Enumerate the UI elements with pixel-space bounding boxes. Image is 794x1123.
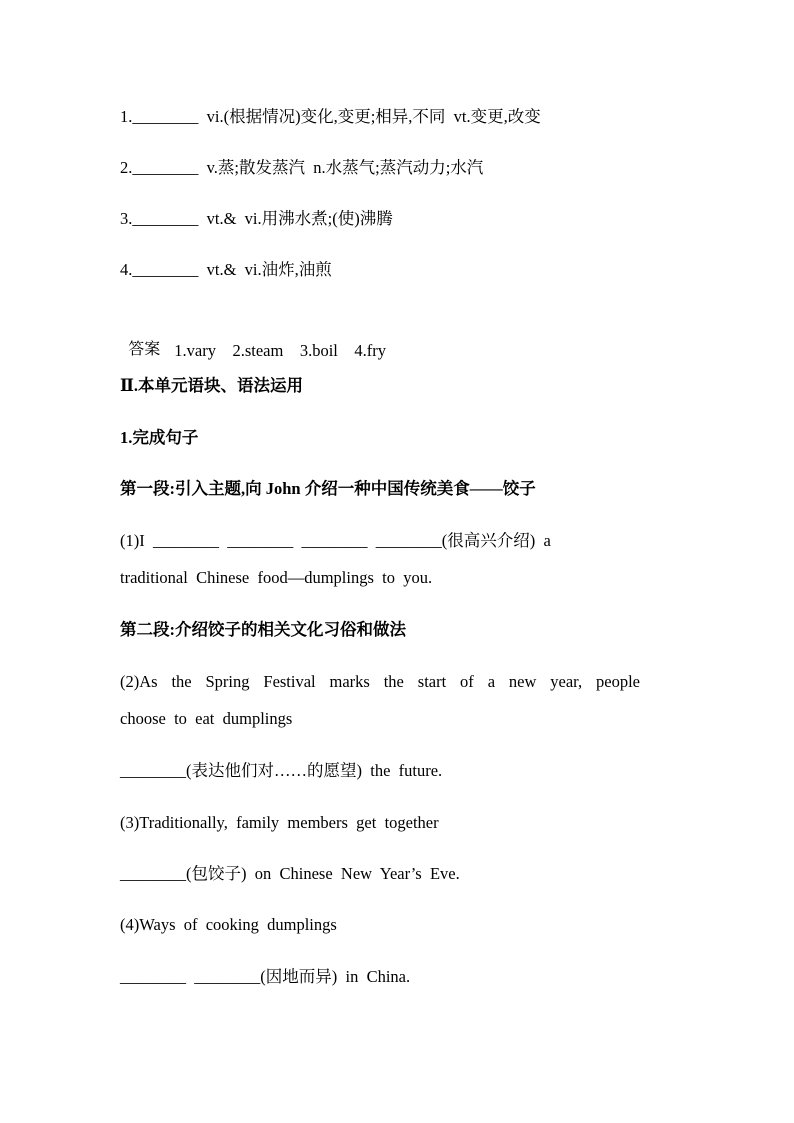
- question-3-line-2: ________(包饺子) on Chinese New Year’s Eve.: [120, 864, 460, 883]
- question-4-line-2: ________ ________(因地而异) in China.: [120, 967, 411, 986]
- section-title: Ⅱ.本单元语块、语法运用: [120, 376, 304, 395]
- question-3-line-1: (3)Traditionally, family members get together: [120, 813, 439, 832]
- question-4-line-1: (4)Ways of cooking dumplings: [120, 915, 337, 934]
- section-subtitle: 1.完成句子: [120, 428, 199, 447]
- answer-label: 答案: [128, 341, 161, 358]
- answer-text: 1.vary 2.steam 3.boil 4.fry: [174, 341, 386, 360]
- question-2-line-1: (2)As the Spring Festival marks the start of a new year, people: [120, 672, 640, 691]
- paragraph-1-heading: 第一段:引入主题,向 John 介绍一种中国传统美食——饺子: [120, 479, 536, 498]
- vocab-item-4: 4.________ vt.& vi.油炸,油煎: [120, 260, 332, 279]
- answer-row: [120, 316, 386, 361]
- vocab-item-1: 1.________ vi.(根据情况)变化,变更;相异,不同 vt.变更,改变: [120, 107, 541, 126]
- question-1-line-2: traditional Chinese food—dumplings to you.: [120, 568, 433, 587]
- paragraph-2-heading: 第二段:介绍饺子的相关文化习俗和做法: [120, 620, 406, 639]
- question-1-line-1: (1)I ________ ________ ________ ________(很高兴介绍) a: [120, 531, 551, 550]
- vocab-item-2: 2.________ v.蒸;散发蒸汽 n.水蒸气;蒸汽动力;水汽: [120, 158, 484, 177]
- vocab-item-3: 3.________ vt.& vi.用沸水煮;(使)沸腾: [120, 209, 393, 228]
- question-2-line-2: choose to eat dumplings: [120, 709, 293, 728]
- question-2-line-3: ________(表达他们对……的愿望) the future.: [120, 761, 443, 780]
